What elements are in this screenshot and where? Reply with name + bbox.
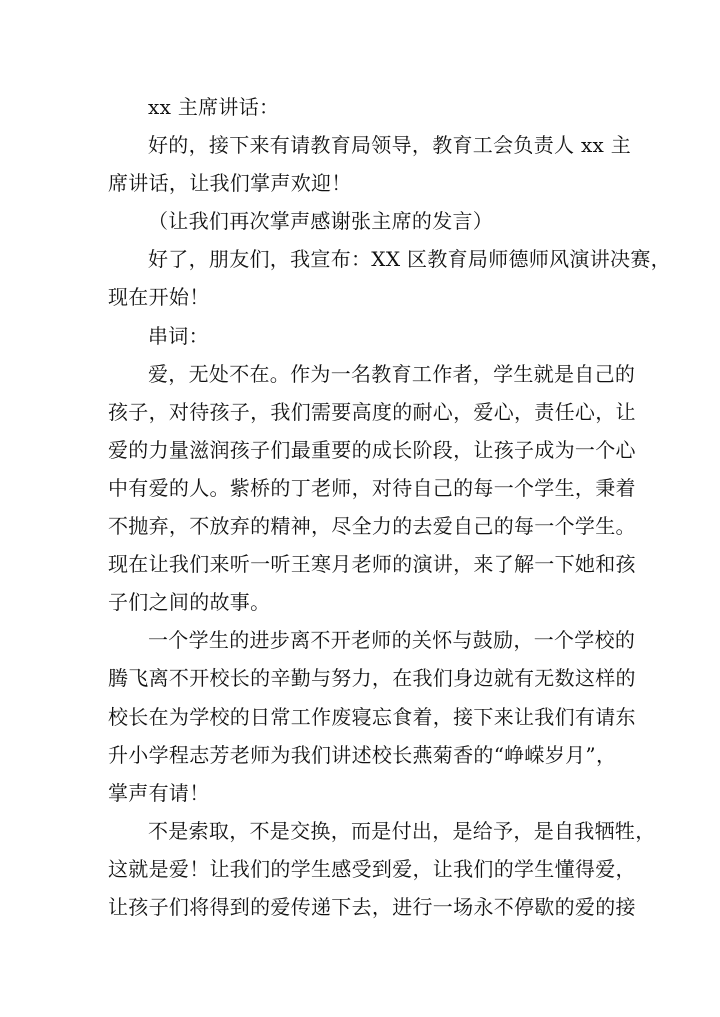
document-body bbox=[108, 88, 671, 926]
text-line: 中有爱的人。紫桥的丁老师，对待自己的每一个学生，秉着 bbox=[108, 475, 636, 500]
speech-title-line: xx 主席讲话： bbox=[148, 95, 280, 119]
text-line: 腾飞离不开校长的辛勤与努力，在我们身边就有无数这样的 bbox=[108, 666, 636, 691]
text-line: 席讲话，让我们掌声欢迎！ bbox=[108, 171, 352, 196]
text-line: 好的，接下来有请教育局领导，教育工会负责人 xx 主 bbox=[148, 133, 632, 158]
section-heading-line: 串词： bbox=[148, 323, 209, 348]
text-line: 掌声有请！ bbox=[108, 780, 210, 805]
text-line: 这就是爱！让我们的学生感受到爱，让我们的学生懂得爱， bbox=[108, 856, 636, 881]
text-line: （让我们再次掌声感谢张主席的发言） bbox=[148, 209, 494, 234]
text-line: 好了，朋友们，我宣布：XX 区教育局师德师风演讲决赛， bbox=[148, 247, 671, 272]
text-line: 爱的力量滋润孩子们最重要的成长阶段，让孩子成为一个心 bbox=[108, 437, 636, 462]
text-line: 校长在为学校的日常工作废寝忘食着，接下来让我们有请东 bbox=[108, 704, 636, 729]
text-line: 不抛弃，不放弃的精神，尽全力的去爱自己的每一个学生。 bbox=[108, 514, 636, 539]
text-line: 孩子，对待孩子，我们需要高度的耐心，爱心，责任心，让 bbox=[108, 399, 636, 424]
text-line: 不是索取，不是交换，而是付出，是给予，是自我牺牲， bbox=[148, 818, 656, 843]
text-line: 现在开始！ bbox=[108, 285, 210, 310]
text-line: 子们之间的故事。 bbox=[108, 590, 271, 615]
text-line: 现在让我们来听一听王寒月老师的演讲，来了解一下她和孩 bbox=[108, 552, 636, 577]
text-line: 让孩子们将得到的爱传递下去，进行一场永不停歇的爱的接 bbox=[108, 894, 636, 919]
text-line: 一个学生的进步离不开老师的关怀与鼓励，一个学校的 bbox=[148, 628, 636, 653]
text-line: 升小学程志芳老师为我们讲述校长燕菊香的“峥嵘岁月”， bbox=[108, 742, 617, 767]
text-line: 爱，无处不在。作为一名教育工作者，学生就是自己的 bbox=[148, 361, 636, 386]
